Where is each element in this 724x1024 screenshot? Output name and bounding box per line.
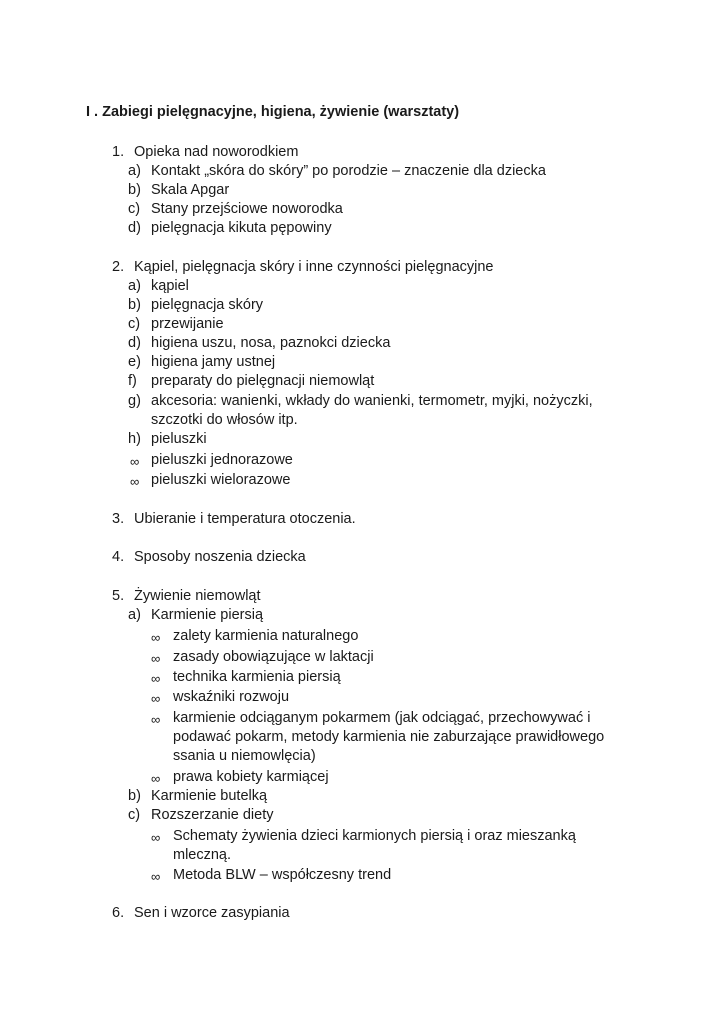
list-item-text: pieluszki jednorazowe [151,452,293,468]
list-item-text: technika karmienia piersią [173,669,341,685]
list-marker: d) [128,220,141,236]
list-marker: g) [128,393,141,409]
section-number: 2. [112,259,125,275]
list-item-text: Schematy żywienia dzieci karmionych piersią i oraz mieszanką [173,828,576,844]
list-item-text: Rozszerzanie diety [151,807,274,823]
list-item-text: pieluszki wielorazowe [151,472,291,488]
list-item-text: Karmienie butelką [151,788,268,804]
list-item-text: pieluszki [151,431,207,447]
list-item-continuation: podawać pokarm, metody karmienia nie zaburzające prawidłowego [173,729,605,745]
list-item-continuation: ssania u niemowlęcia) [173,748,316,764]
list-item-text: przewijanie [151,316,224,332]
list-marker: c) [128,316,141,332]
list-marker: a) [128,607,141,623]
list-item-text: higiena jamy ustnej [151,354,276,370]
infinity-bullet: ∞ [151,630,161,645]
infinity-bullet: ∞ [151,691,161,706]
infinity-bullet: ∞ [151,651,161,666]
list-marker: c) [128,201,141,217]
list-marker: a) [128,163,141,179]
section-number: 6. [112,905,125,921]
list-item-text: kąpiel [151,278,189,294]
list-item-text: wskaźniki rozwoju [173,689,290,705]
list-marker: e) [128,354,141,370]
list-item-text: preparaty do pielęgnacji niemowląt [151,373,375,389]
section-label: Kąpiel, pielęgnacja skóry i inne czynności pielęgnacyjne [134,259,494,275]
infinity-bullet: ∞ [151,671,161,686]
list-marker: b) [128,182,141,198]
list-item-text: Metoda BLW – współczesny trend [173,867,392,883]
infinity-bullet: ∞ [130,474,140,489]
list-item-text: akcesoria: wanienki, wkłady do wanienki, termometr, myjki, nożyczki, [151,393,593,409]
section-label: Ubieranie i temperatura otoczenia. [134,511,356,527]
infinity-bullet: ∞ [151,869,161,884]
list-item-text: karmienie odciąganym pokarmem (jak odciągać, przechowywać i [173,710,591,726]
list-item-text: higiena uszu, nosa, paznokci dziecka [151,335,391,351]
section-number: 1. [112,144,125,160]
section-label: Żywienie niemowląt [134,588,261,604]
infinity-bullet: ∞ [151,830,161,845]
section-label: Opieka nad noworodkiem [134,144,299,160]
document-title: I . Zabiegi pielęgnacyjne, higiena, żywienie (warsztaty) [86,104,460,120]
section-label: Sposoby noszenia dziecka [134,549,306,565]
list-marker: h) [128,431,141,447]
list-item-text: prawa kobiety karmiącej [173,769,329,785]
list-item-continuation: szczotki do włosów itp. [151,412,298,428]
list-item-text: zasady obowiązujące w laktacji [173,649,374,665]
section-label: Sen i wzorce zasypiania [134,905,290,921]
list-item-text: Karmienie piersią [151,607,264,623]
section-number: 4. [112,549,125,565]
list-item-continuation: mleczną. [173,847,232,863]
list-item-text: Stany przejściowe noworodka [151,201,343,217]
infinity-bullet: ∞ [151,771,161,786]
list-item-text: pielęgnacja kikuta pępowiny [151,220,332,236]
section-number: 5. [112,588,125,604]
section-number: 3. [112,511,125,527]
list-marker: d) [128,335,141,351]
list-marker: a) [128,278,141,294]
list-item-text: Skala Apgar [151,182,230,198]
list-marker: b) [128,297,141,313]
list-marker: b) [128,788,141,804]
list-marker: c) [128,807,141,823]
infinity-bullet: ∞ [151,712,161,727]
list-item-text: pielęgnacja skóry [151,297,264,313]
list-item-text: Kontakt „skóra do skóry” po porodzie – znaczenie dla dziecka [151,163,546,179]
infinity-bullet: ∞ [130,454,140,469]
list-marker: f) [128,373,137,389]
list-item-text: zalety karmienia naturalnego [173,628,359,644]
